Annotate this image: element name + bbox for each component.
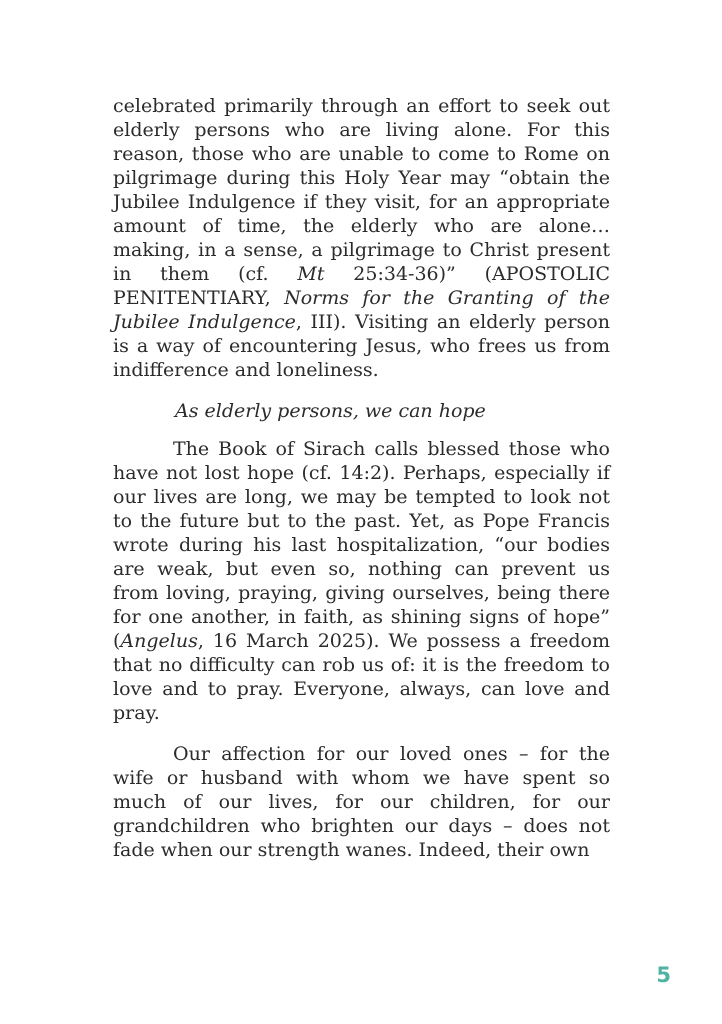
page-number: 5 xyxy=(656,963,671,987)
citation-mt: Mt xyxy=(297,263,325,285)
paragraph-hope xyxy=(113,437,610,725)
paragraph-affection: Our affection for our loved ones – for the wife or husband with whom we have spent so much of our lives, for our children, for our grandchildren who brighten our days – does not fade when our strength wanes. Indeed, their own xyxy=(113,743,610,861)
paragraph-text: celebrated primarily through an effort to seek out elderly persons who are living alone. For this reason, those who are unable to come to Rome on pilgrimage during this Holy Year may “obtain the Jubilee Indulgence if they visit, for an appropriate amount of time, the elderly who are alone… making, in a sense, a pilgrimage to Christ present in them (cf. xyxy=(113,95,610,285)
paragraph-pilgrimage xyxy=(113,94,610,382)
paragraph-text: , 16 March 2025). We possess a freedom that no difficulty can rob us of: it is the freedom to love and to pray. Everyone, always, can love and pray. xyxy=(113,630,610,724)
paragraph-text: The Book of Sirach calls blessed those who have not lost hope (cf. 14:2). Perhaps, especially if our lives are long, we may be tempted to look not to the future but to the past. Yet, as Pope Francis wrote during his last hospitalization, “our bodies are weak, but even so, nothing can prevent us from loving, praying, giving ourselves, being there for one another, in faith, as shining signs of hope” ( xyxy=(113,438,610,652)
section-heading: As elderly persons, we can hope xyxy=(175,400,486,422)
paragraph-text: , III). Visiting an elderly person is a way of encountering Jesus, who frees us from indifference and loneliness. xyxy=(113,311,610,381)
citation-norms-title: Norms for the Granting of the Jubilee Indulgence xyxy=(113,287,610,333)
citation-angelus: Angelus xyxy=(120,630,198,652)
page-body xyxy=(113,94,610,862)
paragraph-text: 25:34-36)” (APOSTOLIC PENITENTIARY, xyxy=(113,263,610,309)
